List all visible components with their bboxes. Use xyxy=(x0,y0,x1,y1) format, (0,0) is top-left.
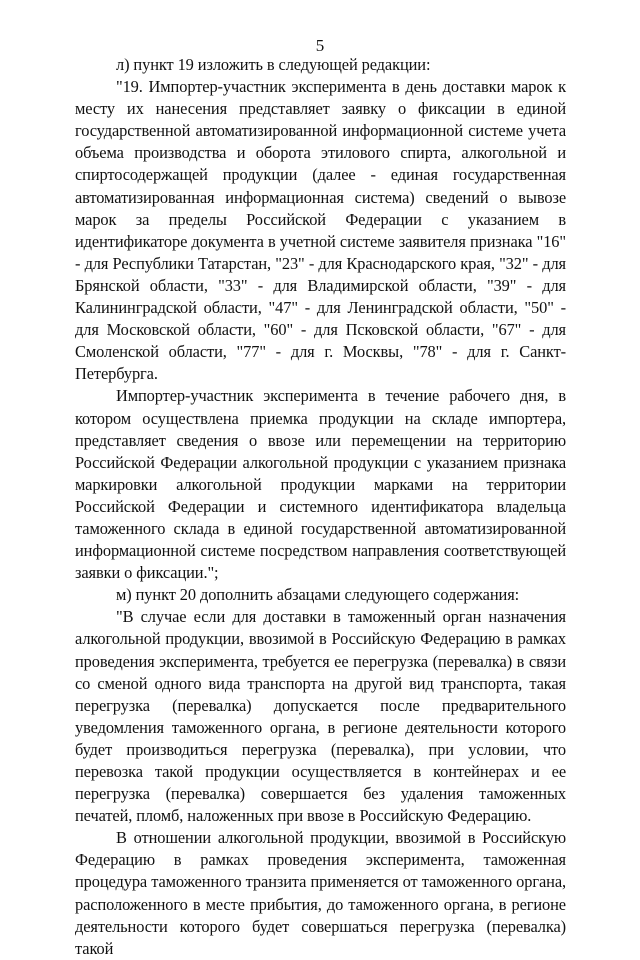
page-number: 5 xyxy=(315,36,325,55)
paragraph-transshipment: "В случае если для доставки в таможенный орган назначения алкогольной продукции, ввозимой в Российскую Федерацию в рамках проведения эксперимента, требуется ее перегрузка (перевалка) в связи со сменой одного вида транспорта на другой вид транспорта, такая перегрузка (перевалка) допускается после предварительного уведомления таможенного органа, в регионе деятельности которого будет производиться перегрузка (перевалка), при условии, что перевозка такой продукции осуществляется в контейнерах и ее перегрузка (перевалка) совершается без удаления таможенных печатей, пломб, наложенных при ввозе в Российскую Федерацию. xyxy=(75,607,566,826)
document-body xyxy=(75,54,566,960)
paragraph-item-m: м) пункт 20 дополнить абзацами следующего содержания: xyxy=(116,585,520,605)
paragraph-item-l: л) пункт 19 изложить в следующей редакции: xyxy=(116,55,431,74)
paragraph-importer-reception: Импортер-участник эксперимента в течение рабочего дня, в котором осуществлена приемка продукции на складе импортера, представляет сведения о ввозе или перемещении на территорию Российской Федерации алкогольной продукции с указанием признака маркировки алкогольной продукции марками на территории Российской Федерации и системного идентификатора владельца таможенного склада в единой государственной автоматизированной информационной системе посредством направления соответствующей заявки о фиксации."; xyxy=(75,386,566,583)
paragraph-customs-transit: В отношении алкогольной продукции, ввозимой в Российскую Федерацию в рамках проведения эксперимента, таможенная процедура таможенного транзита применяется от таможенного органа, расположенного в месте прибытия, до таможенного органа, в регионе деятельности которого будет совершаться перегрузка (перевалка) такой xyxy=(75,828,566,958)
paragraph-point-19: "19. Импортер-участник эксперимента в день доставки марок к месту их нанесения представляет заявку о фиксации в единой государственной автоматизированной информационной системе учета объема производства и оборота этилового спирта, алкогольной и спиртосодержащей продукции (далее - единая государственная автоматизированная информационная система) сведений о вывозе марок за пределы Российской Федерации с указанием в идентификаторе документа в учетной системе заявителя признака "16" - для Республики Татарстан, "23" - для Краснодарского края, "32" - для Брянской области, "33" - для Владимирской области, "39" - для Калининградской области, "47" - для Ленинградской области, "50" - для Московской области, "60" - для Псковской области, "67" - для Смоленской области, "77" - для г. Москвы, "78" - для г. Санкт-Петербурга. xyxy=(75,77,566,384)
